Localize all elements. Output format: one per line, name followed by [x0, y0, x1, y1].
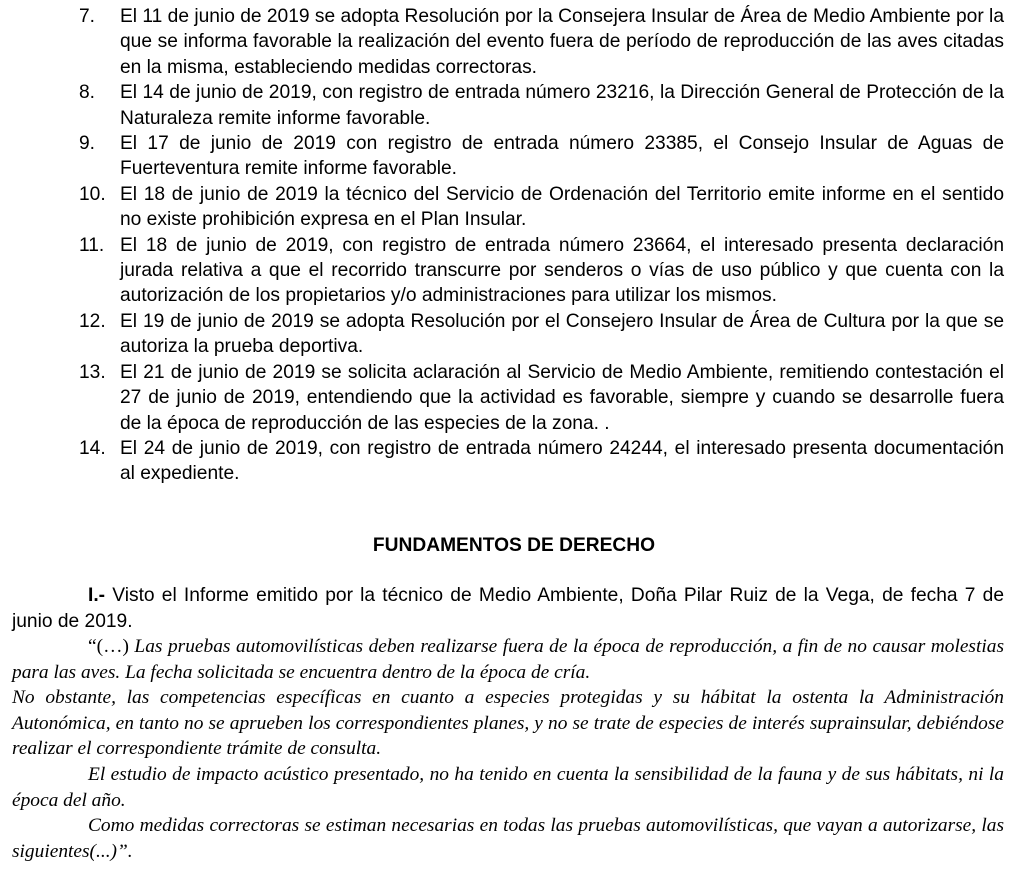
- item-text: El 24 de junio de 2019, con registro de entrada número 24244, el interesado presenta documentación al expediente.: [120, 437, 1004, 485]
- item-number: 13.: [79, 361, 106, 383]
- quote-open: “(…): [88, 636, 129, 657]
- item-text: El 18 de junio de 2019, con registro de entrada número 23664, el interesado presenta declaración jurada relativa a que el recorrido transcurre por senderos o vías de uso público y que cuenta con la autorización de los propietarios y/o administraciones para utilizar los mismos.: [120, 234, 1004, 307]
- antecedentes-list: [0, 4, 1024, 487]
- list-item: [0, 436, 1024, 487]
- list-item: [0, 4, 1024, 80]
- item-text: El 18 de junio de 2019 la técnico del Servicio de Ordenación del Territorio emite informe en el sentido no existe prohibición expresa en el Plan Insular.: [120, 183, 1004, 231]
- quote-paragraph: [12, 634, 1004, 685]
- item-text: El 19 de junio de 2019 se adopta Resolución por el Consejero Insular de Área de Cultura por la que se autoriza la prueba deportiva.: [120, 310, 1004, 358]
- quote-paragraph: El estudio de impacto acústico presentado, no ha tenido en cuenta la sensibilidad de la fauna y de sus hábitats, ni la época del año.: [12, 763, 1004, 811]
- item-number: 9.: [79, 133, 96, 155]
- list-item: [0, 182, 1024, 233]
- quote-text: Las pruebas automovilísticas deben realizarse fuera de la época de reproducción, a fin de no causar molestias para las aves. La fecha solicitada se encuentra dentro de la época de cría.: [12, 636, 1004, 683]
- item-number: 14.: [79, 437, 106, 459]
- item-number: 10.: [79, 183, 106, 205]
- item-number: 8.: [79, 82, 96, 104]
- list-item: [0, 131, 1024, 182]
- fundamento-lead: I.-: [88, 585, 106, 606]
- fundamento-text: Visto el Informe emitido por la técnico de Medio Ambiente, Doña Pilar Ruiz de la Vega, de fecha 7 de junio de 2019.: [12, 585, 1004, 632]
- list-item: [0, 309, 1024, 360]
- item-number: 11.: [79, 234, 105, 256]
- item-text: El 21 de junio de 2019 se solicita aclaración al Servicio de Medio Ambiente, remitiendo contestación el 27 de junio de 2019, entendiendo que la actividad es favorable, siempre y cuando se desarrolle fuera de la época de reproducción de las especies de la zona. .: [120, 361, 1004, 434]
- quote-paragraph: Como medidas correctoras se estiman necesarias en todas las pruebas automovilísticas, que vayan a autorizarse, las siguientes(...)”.: [12, 815, 1004, 862]
- fundamento-paragraph: [12, 583, 1004, 635]
- item-text: El 14 de junio de 2019, con registro de entrada número 23216, la Dirección General de Protección de la Naturaleza remite informe favorable.: [120, 82, 1004, 129]
- quote-paragraph: No obstante, las competencias específicas en cuanto a especies protegidas y su hábitat la ostenta la Administración Autonómica, en tanto no se aprueben los correspondientes planes, y no se trate de especies de interés suprainsular, debiéndose realizar el correspondiente trámite de consulta.: [12, 687, 1004, 760]
- section-heading: FUNDAMENTOS DE DERECHO: [372, 535, 656, 556]
- quoted-report: [12, 634, 1004, 864]
- item-text: El 17 de junio de 2019 con registro de entrada número 23385, el Consejo Insular de Aguas de Fuerteventura remite informe favorable.: [120, 133, 1004, 180]
- item-number: 7.: [79, 6, 96, 27]
- item-number: 12.: [79, 310, 106, 332]
- item-text: El 11 de junio de 2019 se adopta Resolución por la Consejera Insular de Área de Medio Ambiente por la que se informa favorable la realización del evento fuera de período de reproducción de las aves citadas en la misma, estableciendo medidas correctoras.: [120, 6, 1004, 78]
- list-item: [0, 233, 1024, 309]
- list-item: [0, 80, 1024, 131]
- list-item: [0, 360, 1024, 436]
